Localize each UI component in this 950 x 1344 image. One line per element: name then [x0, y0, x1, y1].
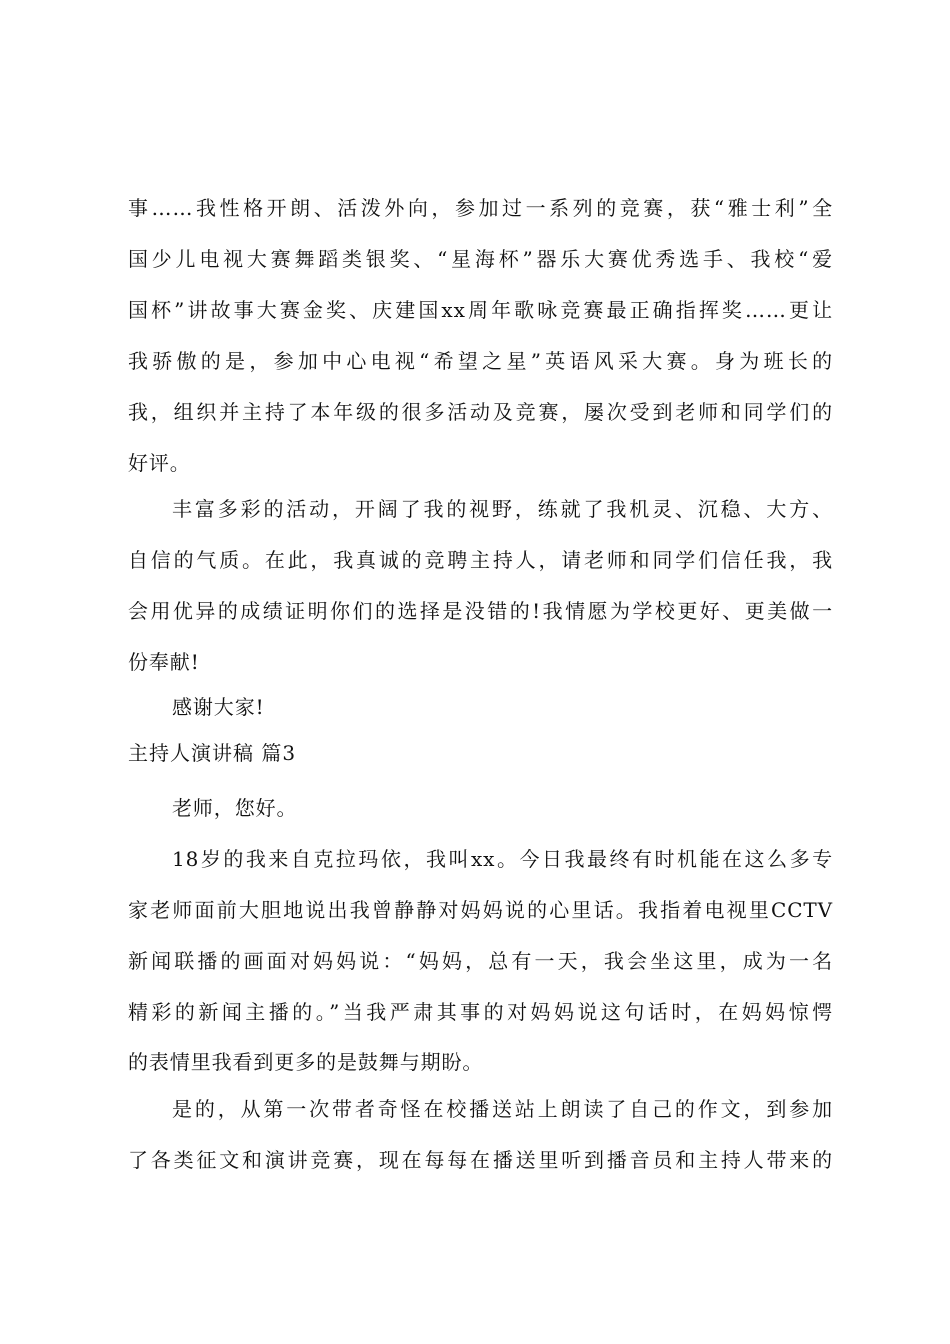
- paragraph-line: 是的，从第一次带者奇怪在校播送站上朗读了自己的作文，到参加: [172, 1097, 833, 1121]
- paragraph-line: 事……我性格开朗、活泼外向，参加过一系列的竞赛，获“雅士利”全: [128, 196, 833, 220]
- section-heading: 主持人演讲稿 篇3: [128, 741, 297, 765]
- paragraph-line: 家老师面前大胆地说出我曾静静对妈妈说的心里话。我指着电视里CCTV: [128, 898, 833, 922]
- paragraph-line: 丰富多彩的活动，开阔了我的视野，练就了我机灵、沉稳、大方、: [172, 497, 833, 521]
- paragraph-line: 自信的气质。在此，我真诚的竞聘主持人，请老师和同学们信任我，我: [128, 548, 833, 572]
- paragraph-line: 的表情里我看到更多的是鼓舞与期盼。: [128, 1050, 484, 1074]
- paragraph-line: 我骄傲的是，参加中心电视“希望之星”英语风采大赛。身为班长的: [128, 349, 833, 373]
- paragraph-line: 份奉献!: [128, 650, 200, 674]
- paragraph-line: 会用优异的成绩证明你们的选择是没错的!我情愿为学校更好、更美做一: [128, 599, 833, 623]
- paragraph-line: 我，组织并主持了本年级的很多活动及竞赛，屡次受到老师和同学们的: [128, 400, 833, 424]
- paragraph-line: 国少儿电视大赛舞蹈类银奖、“星海杯”器乐大赛优秀选手、我校“爱: [128, 247, 833, 271]
- paragraph-line: 18岁的我来自克拉玛依，我叫xx。今日我最终有时机能在这么多专: [172, 847, 833, 871]
- paragraph-line: 新闻联播的画面对妈妈说：“妈妈，总有一天，我会坐这里，成为一名: [128, 949, 833, 973]
- paragraph-line: 感谢大家!: [172, 695, 265, 719]
- paragraph-line: 好评。: [128, 451, 191, 475]
- paragraph-line: 精彩的新闻主播的。”当我严肃其事的对妈妈说这句话时，在妈妈惊愕: [128, 1000, 833, 1024]
- paragraph-line: 了各类征文和演讲竞赛，现在每每在播送里听到播音员和主持人带来的: [128, 1148, 833, 1172]
- paragraph-line: 国杯”讲故事大赛金奖、庆建国xx周年歌咏竞赛最正确指挥奖……更让: [128, 298, 833, 322]
- paragraph-line: 老师，您好。: [172, 796, 298, 820]
